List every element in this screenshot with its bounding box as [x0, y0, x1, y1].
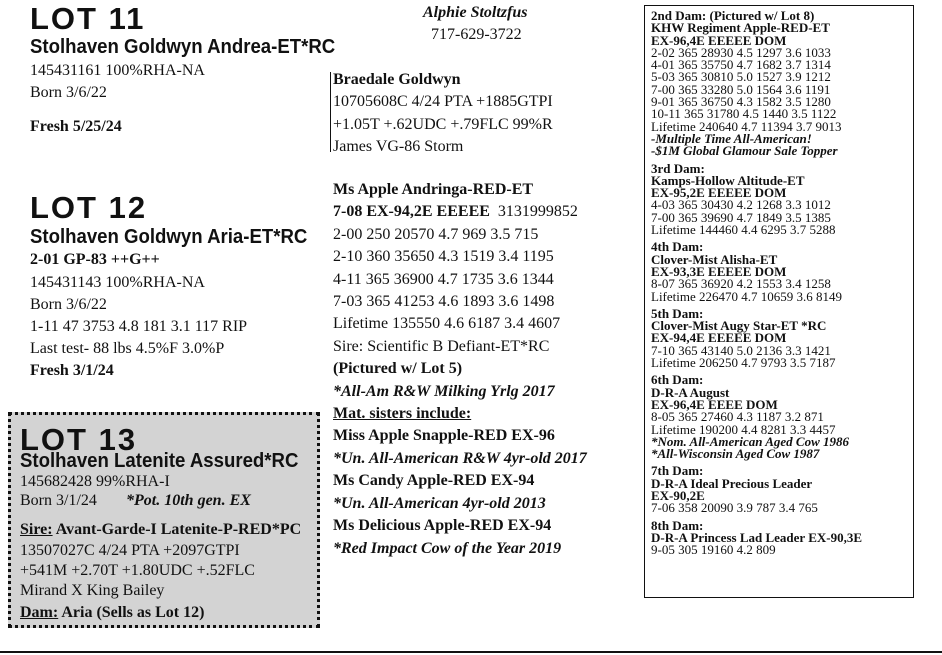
dam-6-lifetime: Lifetime 190200 4.4 8281 3.3 4457 — [651, 421, 836, 437]
dam-4-heading: 4th Dam: — [651, 239, 704, 255]
dam-8-record: 9-05 305 19160 4.2 809 — [651, 542, 776, 558]
lot-13-sire-line3: Mirand X King Bailey — [20, 582, 165, 599]
dam-3-record: 7-00 365 39690 4.7 1849 3.5 1385 — [651, 209, 831, 225]
dam-2-record: 10-11 365 31780 4.5 1440 3.5 1122 — [651, 106, 837, 122]
lot-12-record: 1-11 47 3753 4.8 181 3.1 117 RIP — [30, 318, 248, 335]
dam-4-name: Clover-Mist Alisha-ET — [651, 251, 778, 267]
dam-record: 2-10 360 35650 4.3 1519 3.4 1195 — [333, 248, 554, 266]
dam-6-name: D-R-A August — [651, 384, 730, 400]
dam-class-num: 3131999852 — [497, 203, 578, 221]
dam-block — [333, 179, 587, 560]
lot-13-label: LOT 13 — [20, 422, 138, 457]
dam-4-record: 8-07 365 36920 4.2 1553 3.4 1258 — [651, 276, 831, 292]
dam-pictured: (Pictured w/ Lot 5) — [333, 360, 463, 378]
dam-3-name: Kamps-Hollow Altitude-ET — [651, 172, 805, 188]
dam-4-class: EX-93,3E EEEEE DOM — [651, 263, 787, 279]
dam-6-honor: *All-Wisconsin Aged Cow 1987 — [651, 446, 820, 462]
dam-record: 2-00 250 20570 4.7 969 3.5 715 — [333, 225, 539, 243]
sire-line3: James VG-86 Storm — [333, 138, 464, 156]
sire-line2: +1.05T +.62UDC +.79FLC 99%R — [333, 115, 553, 133]
dam-6-record: 8-05 365 27460 4.3 1187 3.2 871 — [651, 409, 824, 425]
lot-13-name: Stolhaven Latenite Assured*RC — [20, 450, 299, 472]
sister-name: Ms Candy Apple-RED EX-94 — [333, 472, 535, 490]
pedigree-box — [644, 5, 914, 598]
dam-2-record: 4-01 365 35750 4.7 1682 3.7 1314 — [651, 57, 831, 73]
dam-class-line: 7-08 EX-94,2E EEEEE — [333, 203, 490, 221]
lot-12-reg: 145431143 100%RHA-NA — [30, 274, 205, 291]
dam-2-record: 7-00 365 33280 5.0 1564 3.6 1191 — [651, 81, 831, 97]
dam-6-honor: *Nom. All-American Aged Cow 1986 — [651, 433, 850, 449]
dam-5-record: 7-10 365 43140 5.0 2136 3.3 1421 — [651, 342, 831, 358]
seller-name: Alphie Stoltzfus — [423, 4, 528, 21]
lot-13-reg: 145682428 99%RHA-I — [20, 473, 170, 490]
dam-2-lifetime: Lifetime 240640 4.7 11394 3.7 9013 — [651, 118, 842, 134]
dam-8-name: D-R-A Princess Lad Leader EX-90,3E — [651, 529, 863, 545]
dam-2-honor: -$1M Global Glamour Sale Topper — [651, 143, 838, 159]
sire-bracket-line — [330, 72, 331, 152]
dam-name: Ms Apple Andringa-RED-ET — [333, 181, 534, 198]
dam-6-heading: 6th Dam: — [651, 372, 704, 388]
dam-record: 4-11 365 36900 4.7 1735 3.6 1344 — [333, 270, 554, 288]
sister-name: Miss Apple Snapple-RED EX-96 — [333, 427, 555, 445]
dam-2-record: 5-03 365 30810 5.0 1527 3.9 1212 — [651, 69, 831, 85]
sister-honor: *Un. All-American R&W 4yr-old 2017 — [333, 449, 587, 467]
dam-5-heading: 5th Dam: — [651, 305, 704, 321]
sire-line1: 10705608C 4/24 PTA +1885GTPI — [333, 93, 553, 111]
pedigree-list — [651, 10, 862, 556]
dam-6-class: EX-96,4E EEEE DOM — [651, 396, 778, 412]
lot-12-classification: 2-01 GP-83 ++G++ — [30, 251, 160, 268]
sister-honor: *Un. All-American 4yr-old 2013 — [333, 494, 546, 512]
sire-block — [333, 69, 553, 159]
lot-11-name: Stolhaven Goldwyn Andrea-ET*RC — [30, 36, 336, 58]
lot-13-born: Born 3/1/24 — [20, 492, 97, 509]
dam-2-honor: -Multiple Time All-American! — [651, 130, 812, 146]
lot-13-sire-label: Sire: — [20, 521, 53, 538]
lot-11-label: LOT 11 — [30, 1, 146, 36]
lot-11-reg: 145431161 100%RHA-NA — [30, 62, 205, 79]
lot-13-dam-label: Dam: — [20, 604, 59, 621]
dam-lifetime: Lifetime 135550 4.6 6187 3.4 4607 — [333, 315, 561, 333]
sire-name: Braedale Goldwyn — [333, 71, 461, 88]
lot-12-last-test: Last test- 88 lbs 4.5%F 3.0%P — [30, 340, 225, 357]
lot-13-box — [8, 412, 320, 628]
dam-honor: *All-Am R&W Milking Yrlg 2017 — [333, 382, 555, 400]
dam-3-lifetime: Lifetime 144460 4.4 6295 3.7 5288 — [651, 222, 836, 238]
lot-13-sire-name: Avant-Garde-I Latenite-P-RED*PC — [55, 521, 302, 538]
dam-2-record: 2-02 365 28930 4.5 1297 3.6 1033 — [651, 44, 831, 60]
dam-5-name: Clover-Mist Augy Star-ET *RC — [651, 318, 827, 334]
seller-phone: 717-629-3722 — [431, 26, 522, 43]
lot-13-dam-text: Aria (Sells as Lot 12) — [61, 604, 205, 621]
dam-sire: Sire: Scientific B Defiant-ET*RC — [333, 337, 550, 355]
dam-3-heading: 3rd Dam: — [651, 160, 705, 176]
bottom-rule — [0, 651, 942, 653]
dam-4-lifetime: Lifetime 226470 4.7 10659 3.6 8149 — [651, 288, 843, 304]
dam-2-heading: 2nd Dam: (Pictured w/ Lot 8) — [651, 8, 815, 23]
dam-record: 7-03 365 41253 4.6 1893 3.6 1498 — [333, 293, 555, 311]
dam-3-class: EX-95,2E EEEEE DOM — [651, 185, 787, 201]
dam-7-record: 7-06 358 20090 3.9 787 3.4 765 — [651, 500, 818, 516]
mat-sisters-label: Mat. sisters include: — [333, 405, 472, 423]
dam-2-record: 9-01 365 36750 4.3 1582 3.5 1280 — [651, 94, 831, 110]
dam-3-record: 4-03 365 30430 4.2 1268 3.3 1012 — [651, 197, 831, 213]
lot-13-sire-line2: +541M +2.70T +1.80UDC +.52FLC — [20, 562, 255, 579]
dam-2-class: EX-96,4E EEEEE DOM — [651, 32, 787, 48]
dam-8-heading: 8th Dam: — [651, 517, 704, 533]
sister-name: Ms Delicious Apple-RED EX-94 — [333, 517, 552, 535]
lot-11-born: Born 3/6/22 — [30, 84, 107, 101]
dam-2-name: KHW Regiment Apple-RED-ET — [651, 20, 830, 36]
sister-honor: *Red Impact Cow of the Year 2019 — [333, 539, 562, 557]
lot-11-fresh: Fresh 5/25/24 — [30, 118, 122, 135]
dam-5-class: EX-94,4E EEEEE DOM — [651, 330, 787, 346]
lot-12-fresh: Fresh 3/1/24 — [30, 362, 114, 379]
lot-13-sire-line1: 13507027C 4/24 PTA +2097GTPI — [20, 542, 240, 559]
dam-7-class: EX-90,2E — [651, 487, 705, 503]
dam-5-lifetime: Lifetime 206250 4.7 9793 3.5 7187 — [651, 355, 836, 371]
dam-7-heading: 7th Dam: — [651, 463, 704, 479]
dam-7-name: D-R-A Ideal Precious Leader — [651, 475, 813, 491]
lot-12-name: Stolhaven Goldwyn Aria-ET*RC — [30, 226, 308, 248]
lot-12-label: LOT 12 — [30, 190, 148, 225]
lot-13-note: *Pot. 10th gen. EX — [126, 492, 251, 509]
lot-12-born: Born 3/6/22 — [30, 296, 107, 313]
